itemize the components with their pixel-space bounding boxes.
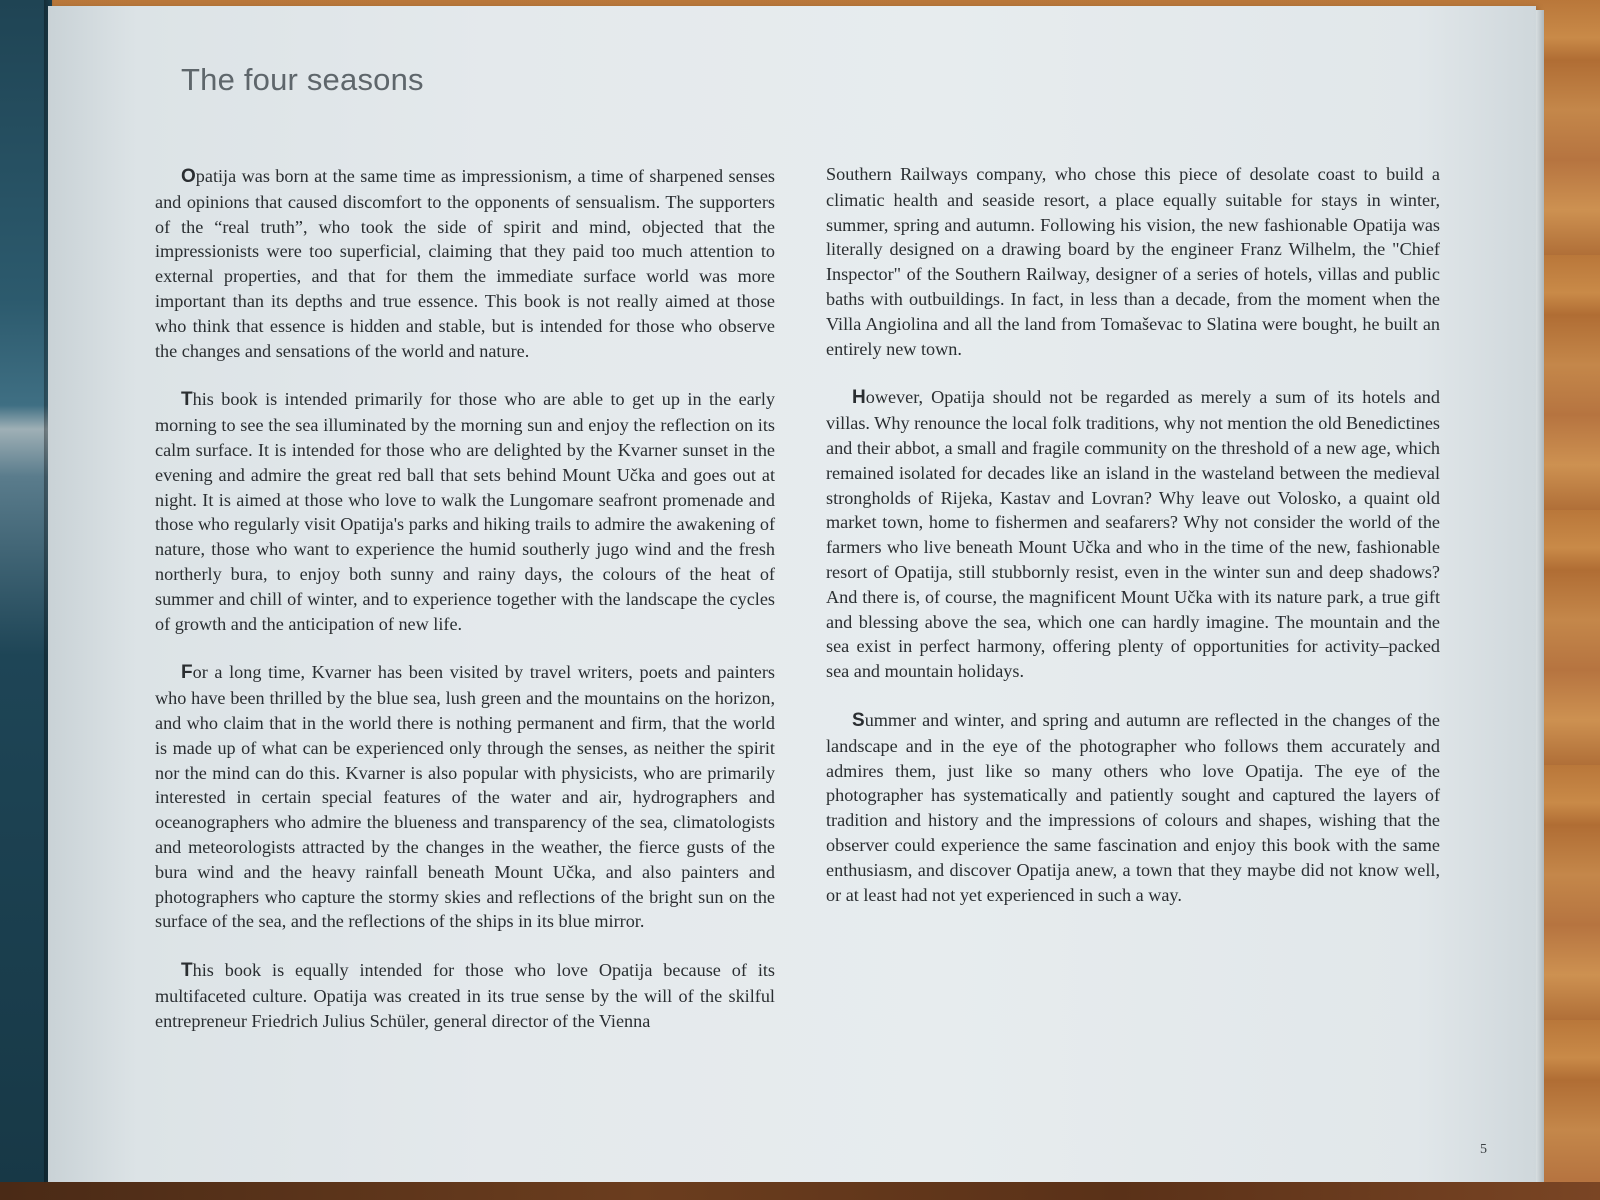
- paragraph-text: owever, Opatija should not be regarded as merely a sum of its hotels and villas. Why renounce the local folk traditions, why not mention the old Benedictines and their abbot, a small and fragile community on the threshold of a new age, which remained isolated for decades like an island in the wasteland between the medieval strongholds of Rijeka, Kastav and Lovran? Why leave out Volosko, a quaint old market town, home to fishermen and seafarers? Why not consider the world of the farmers who live beneath Mount Učka and who in the time of the new, fashionable resort of Opatija, still stubbornly resist, even in the winter sun and deep shadows? And there is, of course, the magnificent Mount Učka with its nature park, a true gift and blessing above the sea, which one can hardly imagine. The mountain and the sea exist in perfect harmony, offering plenty of opportunities for activity–packed sea and mountain holidays.: [826, 387, 1440, 682]
- right-text-column: [826, 162, 1440, 931]
- paragraph-text: patija was born at the same time as impressionism, a time of sharpened senses and opinions that caused discomfort to the opponents of sensualism. The supporters of the “real truth”, who took the side of spirit and mind, objected that the impressionists were too superficial, claiming that they paid too much attention to external properties, and that for them the immediate surface world was more important than its depths and true essence. This book is not really aimed at those who think that essence is hidden and stable, but is intended for those who observe the changes and sensations of the world and nature.: [155, 166, 775, 361]
- page-number: 5: [1480, 1142, 1487, 1157]
- table-surface: [0, 1182, 1600, 1200]
- paragraph-text: Southern Railways company, who chose this piece of desolate coast to build a climatic health and seaside resort, a place equally suitable for stays in winter, summer, spring and autumn. Following his vision, the new fashionable Opatija was literally designed on a drawing board by the engineer Franz Wilhelm, the "Chief Inspector" of the Southern Railway, designer of a series of hotels, villas and public baths with outbuildings. In fact, in less than a decade, from the moment when the Villa Angiolina and all the land from Tomaševac to Slatina were bought, he built an entirely new town.: [826, 164, 1440, 359]
- paragraph: [826, 708, 1440, 907]
- initial-letter: S: [852, 709, 865, 731]
- paragraph: [155, 164, 775, 363]
- paragraph-text: his book is equally intended for those who love Opatija because of its multifaceted culture. Opatija was created in its true sense by the will of the skilful entrepreneur Friedrich Julius Schüler, general director of the Vienna: [155, 960, 775, 1031]
- page-title: The four seasons: [181, 62, 424, 97]
- paragraph-text: ummer and winter, and spring and autumn are reflected in the changes of the landscape and in the eye of the photographer who follows them accurately and admires them, just like so many others who love Opatija. The eye of the photographer has systematically and patiently sought and captured the layers of tradition and history and the impressions of colours and shapes, wishing that the observer could experience the same fascination and enjoy this book with the same enthusiasm, and discover Opatija anew, a town that they maybe did not know well, or at least had not yet experienced in such a way.: [826, 709, 1440, 905]
- initial-letter: T: [181, 960, 193, 982]
- initial-letter: F: [181, 662, 193, 684]
- initial-letter: H: [852, 387, 866, 409]
- paragraph-text: his book is intended primarily for those who are able to get up in the early morning to see the sea illuminated by the morning sun and enjoy the reflection on its calm surface. It is intended for those who are delighted by the Kvarner sunset in the evening and admire the great red ball that sets behind Mount Učka and goes out at night. It is aimed at those who love to walk the Lungomare seafront promenade and those who regularly visit Opatija's parks and hiking trails to admire the awakening of nature, those who want to experience the humid southerly jugo wind and the fresh northerly bura, to enjoy both sunny and rainy days, the colours of the heat of summer and chill of winter, and to experience together with the landscape the cycles of growth and the anticipation of new life.: [155, 389, 775, 634]
- initial-letter: T: [181, 389, 193, 411]
- left-text-column: [155, 164, 775, 1058]
- page-edge: [1536, 10, 1544, 1188]
- initial-letter: O: [181, 166, 196, 187]
- paragraph: [155, 958, 775, 1033]
- paragraph: [155, 387, 775, 636]
- paragraph-text: or a long time, Kvarner has been visited by travel writers, poets and painters who have been thrilled by the blue sea, lush green and the mountains on the horizon, and who claim that in the world there is nothing permanent and firm, that the world is made up of what can be experienced only through the senses, as neither the spirit nor the mind can do this. Kvarner is also popular with physicists, who are primarily interested in certain special features of the water and air, hydrographers and oceanographers who admire the blueness and transparency of the sea, climatologists and meteorologists attracted by the changes in the weather, the fierce gusts of the bura wind and the heavy rainfall beneath Mount Učka, and also painters and photographers who capture the stormy skies and reflections of the bright sun on the surface of the sea, and the reflections of the ships in its blue mirror.: [155, 662, 775, 932]
- paragraph: [826, 162, 1440, 361]
- paragraph: [826, 385, 1440, 684]
- paragraph: [155, 660, 775, 934]
